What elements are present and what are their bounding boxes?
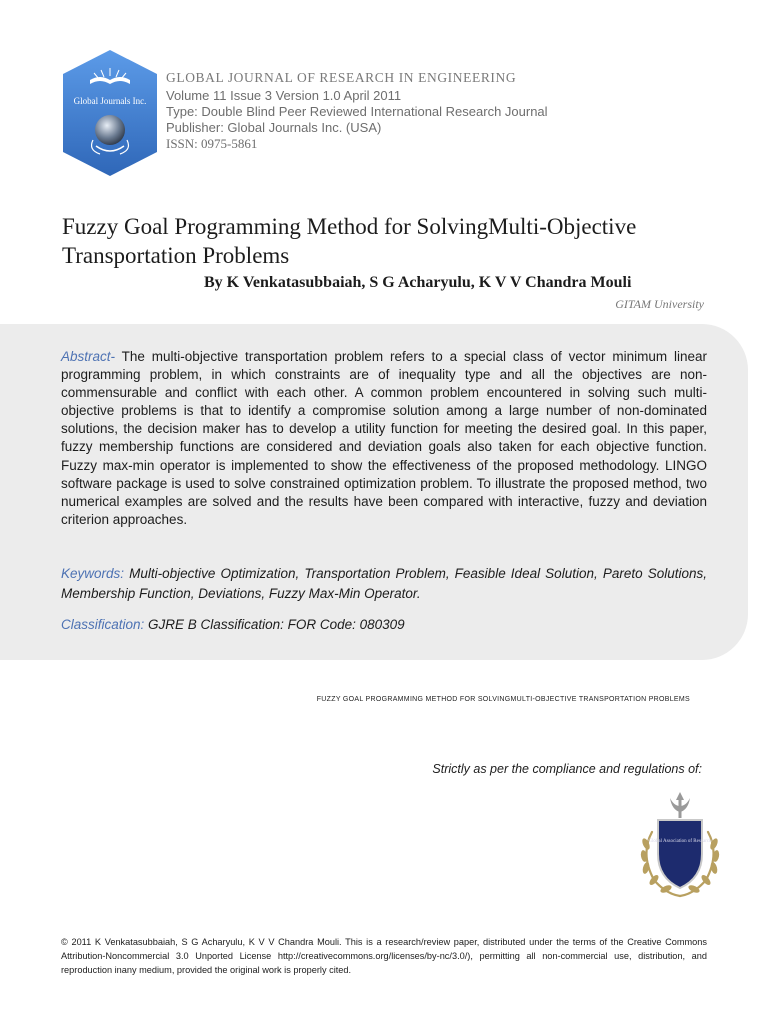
global-association-seal [630,792,730,904]
copyright-notice: © 2011 K Venkatasubbaiah, S G Acharyulu, K V V Chandra Mouli. This is a research/review paper, distributed under the terms of the Creative Commons Attribution-Noncommercial 3.0 Unported License http://creativecommons.org/licenses/by-nc/3.0/), permitting all non-commercial use, distribution, and reproduction inany medium, provided the original work is properly cited. [61,937,707,975]
journal-info [166,70,726,152]
paper-authors: By K Venkatasubbaiah, S G Acharyulu, K V V Chandra Mouli [204,274,632,291]
running-title: FUZZY GOAL PROGRAMMING METHOD FOR SOLVINGMULTI-OBJECTIVE TRANSPORTATION PROBLEMS [316,696,690,703]
abstract [61,348,707,529]
keywords [61,564,707,603]
keywords-text: Multi-objective Optimization, Transportation Problem, Feasible Ideal Solution, Pareto Solutions, Membership Function, Deviations, Fuzzy Max-Min Operator. [61,566,707,601]
classification-text: GJRE B Classification: FOR Code: 080309 [148,617,405,632]
keywords-label: Keywords: [61,566,125,581]
compliance-text: Strictly as per the compliance and regulations of: [432,762,702,776]
journal-name: GLOBAL JOURNAL OF RESEARCH IN ENGINEERING [166,70,517,85]
abstract-label: Abstract- [61,349,116,364]
global-journals-logo [60,48,160,178]
logo-text: Global Journals Inc. [73,96,147,106]
paper-title: Fuzzy Goal Programming Method for SolvingMulti-Objective Transportation Problems [62,214,637,268]
journal-issn: ISSN: 0975-5861 [166,136,258,151]
paper-affiliation: GITAM University [615,297,704,311]
journal-publisher: Publisher: Global Journals Inc. (USA) [166,120,382,135]
abstract-text: The multi-objective transportation problem refers to a special class of vector minimum linear programming problem, in which constraints are of inequality type and all the objectives are non-commensurable and conflict with each other. A common problem encountered in solving such multi-objective problems is that to identify a compromise solution among a large number of non-dominated solutions, the decision maker has to develop a utility function for meeting the desired goal. In this paper, fuzzy membership functions are considered and deviation goals also taken for each objective function. Fuzzy max-min operator is implemented to show the effectiveness of the proposed methodology. LINGO software package is used to solve constrained optimization problem. To illustrate the proposed method, two numerical examples are solved and the results have been compared with interactive, fuzzy and deviation criterion approaches. [61,349,707,527]
journal-volume: Volume 11 Issue 3 Version 1.0 April 2011 [166,88,402,103]
classification-label: Classification: [61,617,145,632]
journal-type: Type: Double Blind Peer Reviewed International Research Journal [166,104,548,119]
classification [61,615,707,634]
seal-text: Global Association of Research [648,839,712,844]
